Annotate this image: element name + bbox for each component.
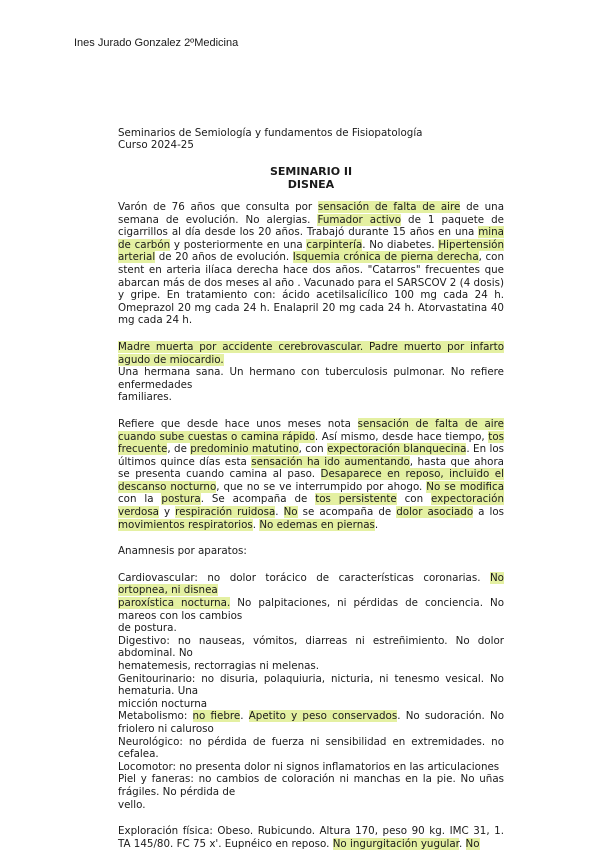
text-run: Cardiovascular: no dolor torácico de características coronarias. [118, 571, 490, 584]
case-presentation-paragraph [118, 201, 504, 327]
text-run: . [458, 837, 466, 850]
text-run: . No diabetes. [362, 238, 439, 251]
highlighted-text: Desaparece en reposo, incluido el descanso nocturno [118, 468, 504, 493]
highlighted-text: No se modifica [426, 480, 505, 493]
anamnesis-locomotor [118, 761, 504, 774]
text-run: vello. [118, 798, 146, 811]
highlighted-text: expectoración blanquecina [327, 443, 467, 456]
seminar-topic: DISNEA [287, 177, 335, 191]
text-run: de 20 años de evolución. [155, 251, 293, 264]
text-run: . Se acompaña de [200, 493, 316, 506]
text-run: a los [473, 506, 504, 519]
highlighted-text: dolor asociado [396, 506, 474, 519]
text-run: y [159, 506, 176, 519]
text-run: . Así mismo, desde hace tiempo, [314, 430, 489, 443]
text-run: Una hermana sana. Un hermano con tuberculosis pulmonar. No refiere enfermedades [118, 366, 504, 391]
text-run: . En los últimos quince días esta [118, 443, 504, 468]
text-run: Metabolismo: [118, 710, 193, 723]
highlighted-text: No [465, 837, 480, 850]
author-line: Ines Jurado Gonzalez 2ºMedicina [74, 37, 239, 49]
text-run: con la [118, 493, 162, 506]
anamnesis-digestive [118, 635, 504, 673]
text-run: Exploración física: Obeso. Rubicundo. Altura 170, peso 90 kg. IMC 31, 1. TA 145/80. FC 75 x'. Eupnéico en reposo. [118, 825, 504, 850]
seminar-title [118, 166, 504, 191]
anamnesis-cardiovascular [118, 572, 504, 635]
highlighted-text: No [283, 506, 298, 519]
current-illness-paragraph [118, 418, 504, 531]
highlighted-text: Fumador activo [317, 213, 402, 226]
highlighted-text: sensación de falta de aire cuando sube cuestas o camina rápido [118, 417, 504, 443]
text-run: , con [298, 443, 328, 456]
physical-exam-paragraph [118, 825, 504, 850]
text-run: hematemesis, rectorragias ni melenas. [118, 660, 320, 672]
document-body [118, 127, 504, 850]
highlighted-text: no fiebre [192, 710, 241, 723]
text-run: . [240, 710, 249, 723]
anamnesis-metabolism [118, 710, 504, 735]
text-run: Neurológico: no pérdida de fuerza ni sensibilidad en extremidades. no cefalea. [118, 735, 504, 761]
text-run: . [275, 506, 284, 519]
text-run: , que no se ve interrumpido por ahogo. [216, 480, 427, 493]
highlighted-text: postura [161, 493, 201, 506]
text-run: de una semana de evolución. No alergias. [118, 201, 505, 226]
text-run: de postura. [118, 622, 177, 635]
highlighted-text: Hipertensión arterial [118, 238, 505, 264]
anamnesis-skin [118, 773, 504, 811]
text-run: Piel y faneras: no cambios de coloración ni manchas en la pie. No uñas frágiles. No pérdida de [118, 773, 504, 798]
highlighted-text: sensación ha ido aumentando [251, 455, 410, 468]
highlighted-text: Madre muerta por accidente cerebrovascular. Padre muerto por infarto agudo de miocardio. [118, 340, 504, 366]
text-run: Genitourinario: no disuria, polaquiuria, nicturia, ni tenesmo vesical. No hematuria. Una [118, 672, 504, 698]
highlighted-text: Isquemia crónica de pierna derecha [292, 251, 479, 264]
course-year-line: Curso 2024-25 [118, 139, 194, 151]
text-run: No palpitaciones, ni pérdidas de conciencia. No mareos con los cambios [118, 597, 504, 622]
text-run: y posteriormente en una [170, 238, 307, 251]
family-history-paragraph [118, 341, 504, 404]
highlighted-text: predominio matutino [190, 443, 299, 456]
highlighted-text: expectoración verdosa [118, 493, 504, 519]
text-run: Digestivo: no nauseas, vómitos, diarreas ni estreñimiento. No dolor abdominal. No [118, 634, 504, 660]
seminar-series-line: Seminarios de Semiología y fundamentos de Fisiopatología [118, 127, 423, 139]
highlighted-text: tos persistente [315, 493, 397, 506]
highlighted-text: sensación de falta de aire [317, 201, 461, 213]
text-run: micción nocturna [118, 697, 208, 710]
text-run: Refiere que desde hace unos meses nota [118, 417, 358, 430]
course-header [118, 127, 504, 151]
anamnesis-heading: Anamnesis por aparatos: [118, 545, 247, 558]
text-run: Varón de 76 años que consulta por [118, 201, 318, 213]
highlighted-text: respiración ruidosa [175, 506, 276, 519]
text-run: se acompaña de [297, 506, 397, 519]
text-run: de 1 paquete de cigarrillos al día desde los 20 años. Trabajó durante 15 años en una [118, 213, 504, 239]
text-run: con [396, 493, 431, 506]
highlighted-text: No ortopnea, ni disnea [118, 571, 504, 597]
highlighted-text: No edemas en piernas [259, 518, 375, 531]
anamnesis-neurological [118, 736, 504, 761]
text-run: , hasta que ahora se presenta cuando camina al paso. [118, 455, 504, 481]
text-run: , de [167, 443, 191, 456]
highlighted-text: carpintería [306, 238, 363, 251]
text-run: . [252, 518, 260, 531]
text-run: . No sudoración. No friolero ni caluroso [118, 710, 505, 735]
text-run: . [374, 518, 379, 531]
anamnesis-genitourinary [118, 673, 504, 711]
highlighted-text: mina de carbón [118, 226, 504, 251]
highlighted-text: No ingurgitación yugular [332, 837, 459, 850]
seminar-number: SEMINARIO II [269, 165, 353, 178]
highlighted-text: paroxística nocturna. [118, 597, 231, 610]
text-run: familiares. [118, 391, 172, 404]
highlighted-text: movimientos respiratorios [118, 518, 253, 531]
text-run: , con stent en arteria ilíaca derecha hace dos años. "Catarros" frecuentes que abarcan más de dos meses al año . Vacunado para el SARSCOV 2 (4 dosis) y gripe. En tratamiento con: ácido acetilsalicílico 100 mg cada 24 h. Omeprazol 20 mg cada 24 h. Enalapril 20 mg cada 24 h. Atorvastatina 40 mg cada 24 h. [118, 251, 504, 327]
highlighted-text: tos frecuente [118, 430, 504, 456]
text-run: Locomotor: no presenta dolor ni signos inflamatorios en las articulaciones [118, 760, 500, 773]
highlighted-text: Apetito y peso conservados [248, 710, 398, 723]
